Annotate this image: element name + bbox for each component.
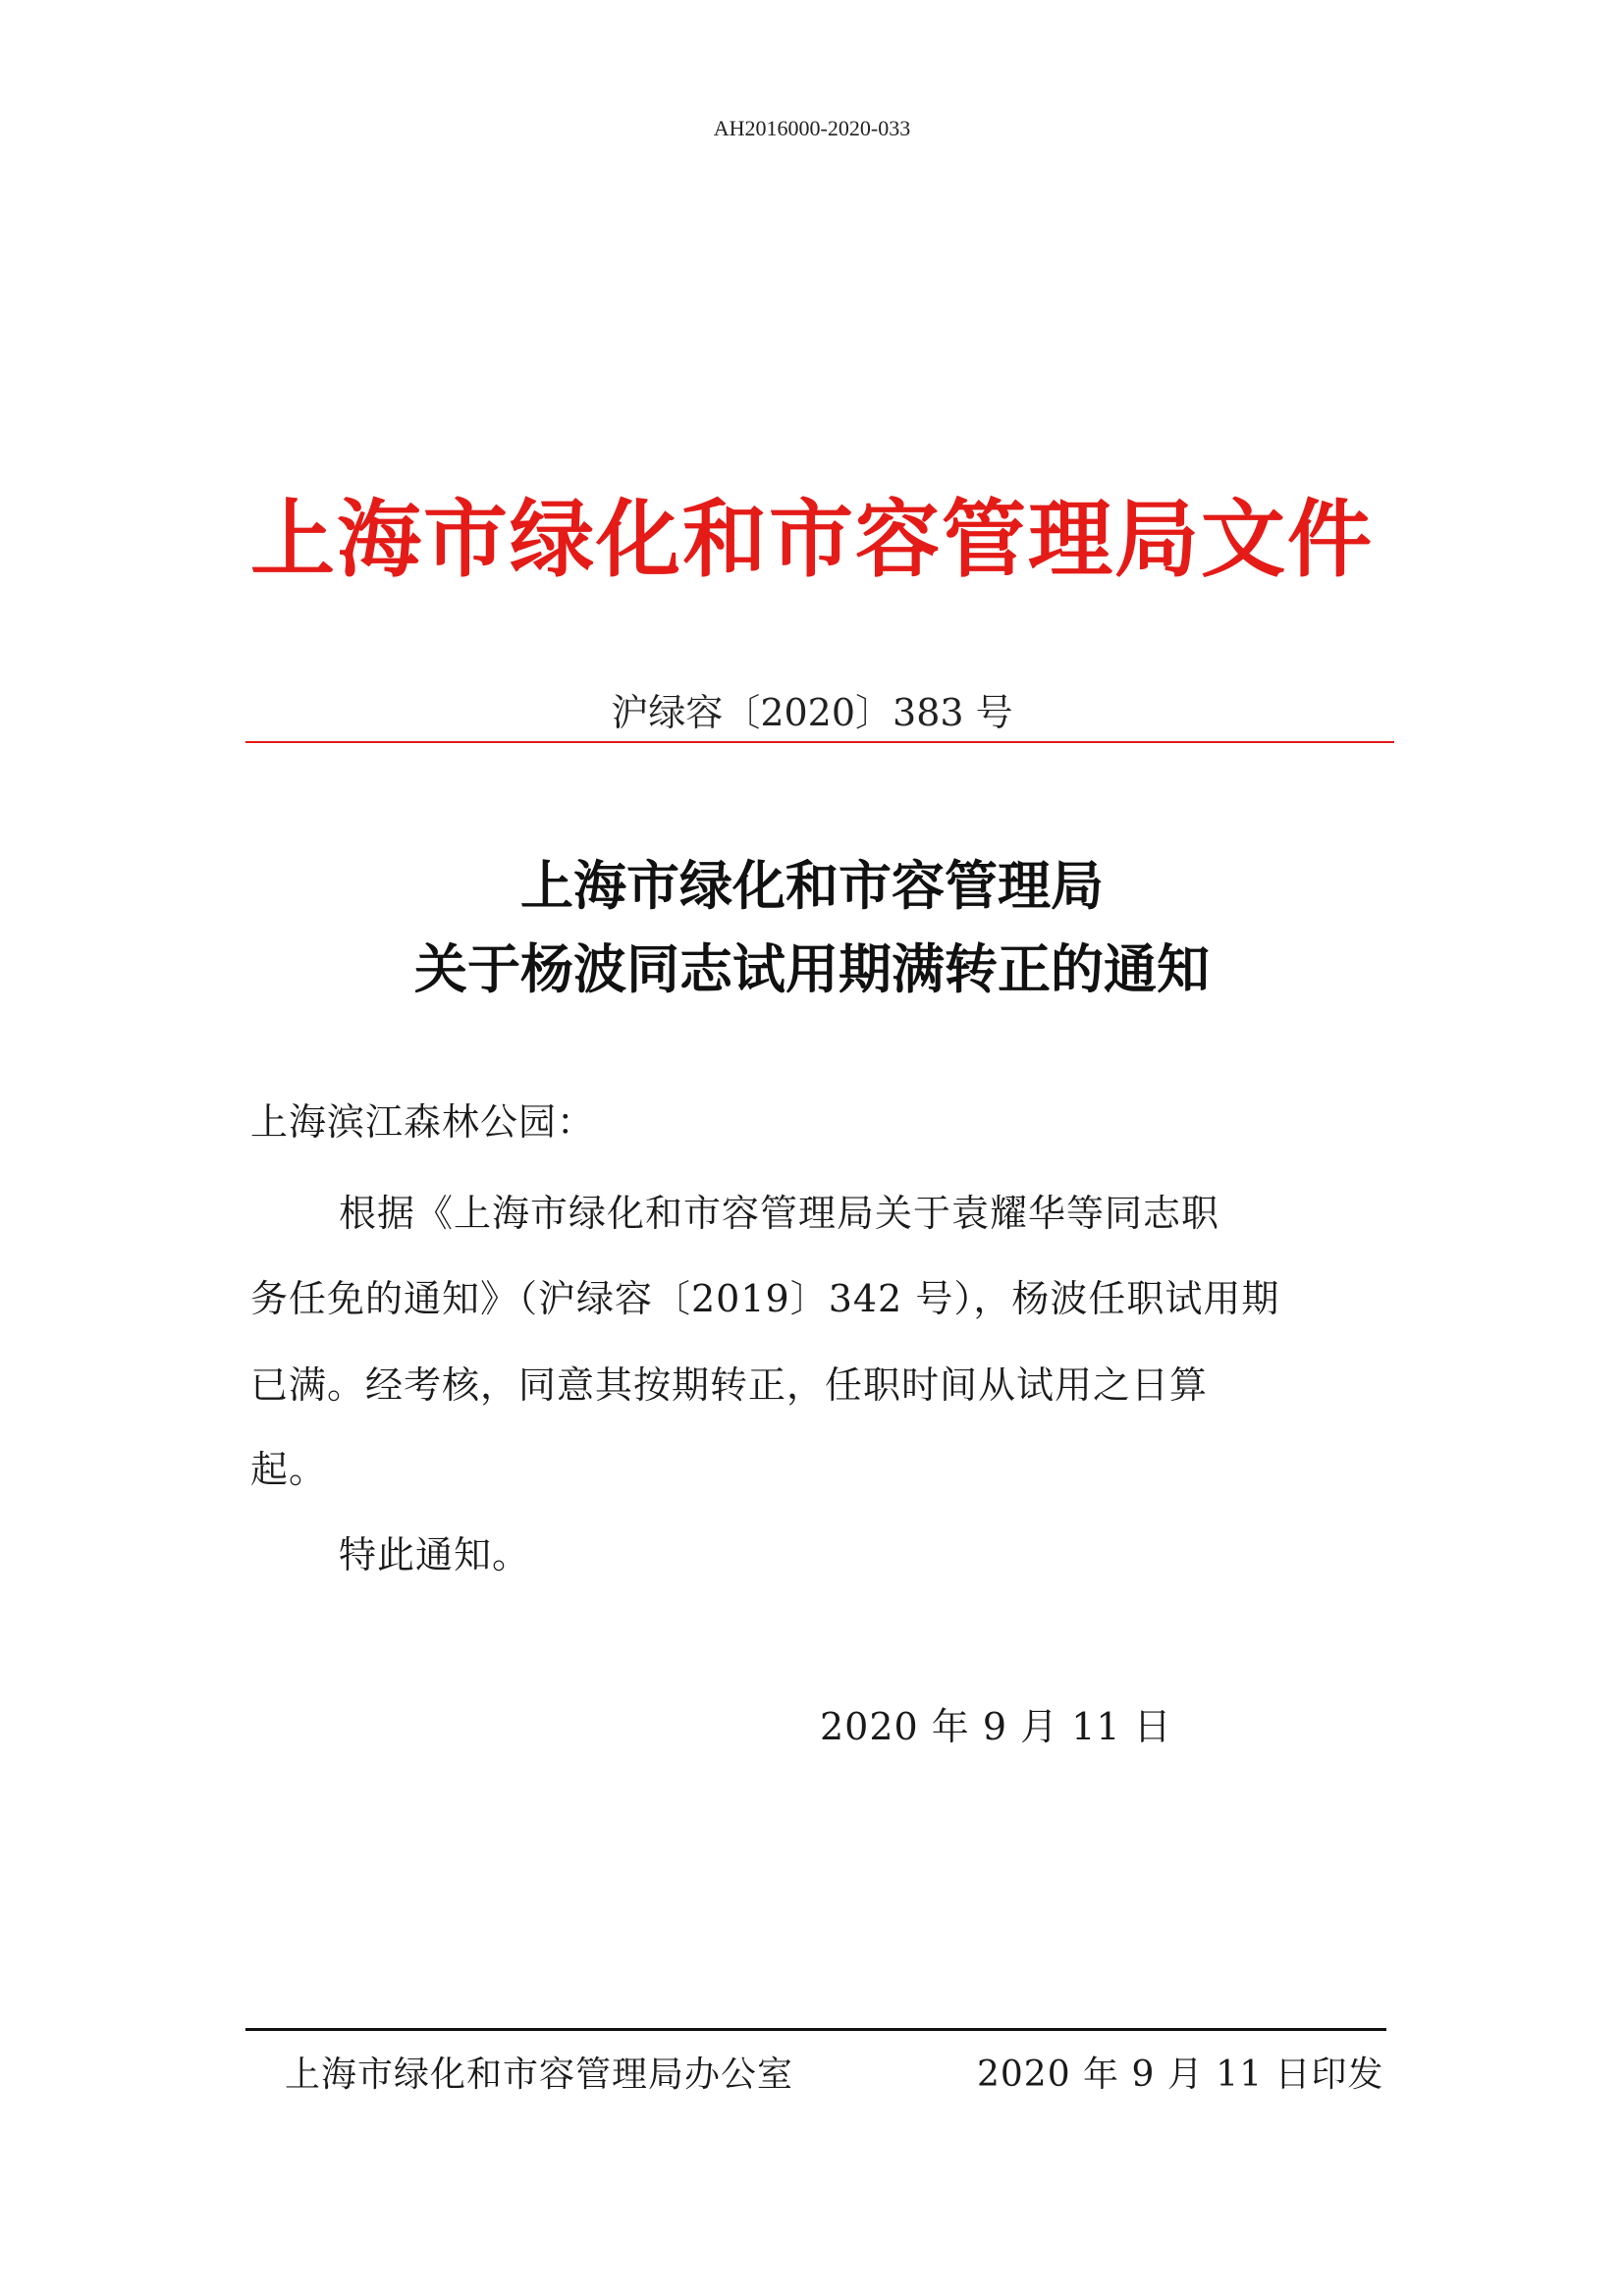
closing-text: 特此通知。	[339, 1533, 531, 1576]
body-line-1: 根据《上海市绿化和市容管理局关于袁耀华等同志职	[339, 1192, 1220, 1235]
footer-issue-date: 2020 年 9 月 11 日印发	[977, 2055, 1384, 2095]
document-number: 沪绿容〔2020〕383 号	[611, 691, 1013, 734]
notice-title-line-2: 关于杨波同志试用期满转正的通知	[414, 937, 1210, 1000]
red-divider	[245, 741, 1394, 743]
document-id: AH2016000-2020-033	[713, 116, 911, 140]
signing-date: 2020 年 9 月 11 日	[820, 1705, 1172, 1748]
footer-divider	[245, 2028, 1386, 2031]
body-line-4: 起。	[250, 1448, 328, 1491]
masthead-title: 上海市绿化和市容管理局文件	[250, 490, 1374, 589]
body-line-2: 务任免的通知》（沪绿容〔2019〕342 号），杨波任职试用期	[250, 1277, 1280, 1320]
footer-issuer: 上海市绿化和市容管理局办公室	[285, 2055, 794, 2095]
notice-title-line-1: 上海市绿化和市容管理局	[520, 854, 1104, 917]
addressee: 上海滨江森林公园：	[250, 1100, 596, 1144]
body-line-3: 已满。经考核，同意其按期转正，任职时间从试用之日算	[250, 1363, 1209, 1407]
